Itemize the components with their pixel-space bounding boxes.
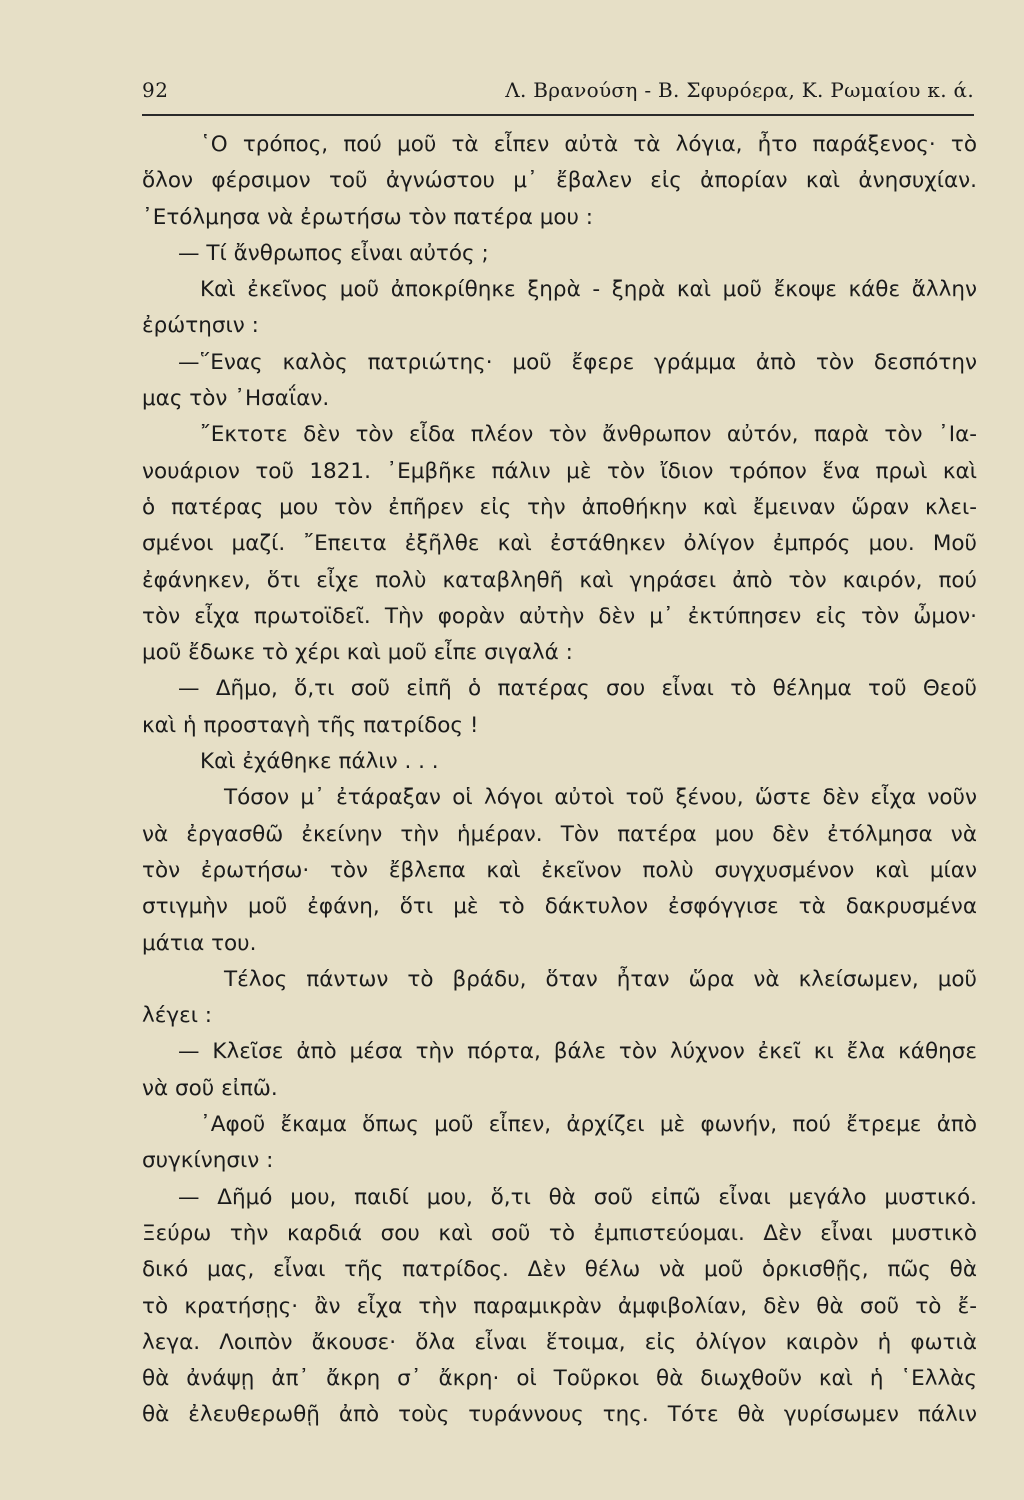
- text-line: θὰ ἐλευθερωθῇ ἀπὸ τοὺς τυράννους της. Τότε θὰ γυρίσωμεν πάλιν: [142, 1402, 977, 1428]
- text-line: τὸν εἶχα πρωτοϊδεῖ. Τὴν φορὰν αὐτὴν δὲν μ᾽ ἐκτύπησεν εἰς τὸν ὦμον·: [142, 603, 977, 629]
- text-line: ᾽Αφοῦ ἔκαμα ὅπως μοῦ εἶπεν, ἀρχίζει μὲ φωνήν, πού ἔτρεμε ἀπὸ: [200, 1112, 977, 1138]
- text-line: ῾Ο τρόπος, πού μοῦ τὰ εἶπεν αὐτὰ τὰ λόγια, ἦτο παράξενος· τὸ: [200, 132, 977, 157]
- text-line: συγκίνησιν :: [142, 1148, 274, 1174]
- text-line: νὰ σοῦ εἰπῶ.: [142, 1075, 278, 1101]
- text-line: — Τί ἄνθρωπος εἶναι αὐτός ;: [178, 240, 489, 266]
- text-line: Καὶ ἐκεῖνος μοῦ ἀποκρίθηκε ξηρὰ - ξηρὰ καὶ μοῦ ἔκοψε κάθε ἄλλην: [200, 277, 977, 303]
- text-line: λέγει :: [142, 1003, 213, 1029]
- page-number: 92: [142, 78, 169, 102]
- text-line: — Κλεῖσε ἀπὸ μέσα τὴν πόρτα, βάλε τὸν λύχνον ἐκεῖ κι ἔλα κάθησε: [178, 1039, 977, 1065]
- text-line: μας τὸν ᾽Ησαΐαν.: [142, 386, 330, 412]
- text-line: Τόσον μ᾽ ἐτάραξαν οἱ λόγοι αὐτοὶ τοῦ ξένου, ὥστε δὲν εἶχα νοῦν: [224, 785, 977, 811]
- text-line: στιγμὴν μοῦ ἐφάνη, ὅτι μὲ τὸ δάκτυλον ἐσφόγγισε τὰ δακρυσμένα: [142, 894, 977, 920]
- text-line: —῞Ενας καλὸς πατριώτης· μοῦ ἔφερε γράμμα ἀπὸ τὸν δεσπότην: [178, 349, 977, 375]
- page-header: [142, 78, 974, 108]
- text-line: ὅλον φέρσιμον τοῦ ἀγνώστου μ᾽ ἔβαλεν εἰς ἀπορίαν καὶ ἀνησυχίαν.: [142, 168, 977, 194]
- running-title: Λ. Βρανούση - Β. Σφυρόερα, Κ. Ρωμαίου κ. ά.: [505, 78, 974, 102]
- text-line: ῎Εκτοτε δὲν τὸν εἶδα πλέον τὸν ἄνθρωπον αὐτόν, παρὰ τὸν ᾽Ια-: [200, 422, 977, 448]
- header-rule: [142, 114, 974, 116]
- text-line: ἐφάνηκεν, ὅτι εἶχε πολὺ καταβληθῆ καὶ γηράσει ἀπὸ τὸν καιρόν, πού: [142, 567, 977, 593]
- text-line: νουάριον τοῦ 1821. ᾽Εμβῆκε πάλιν μὲ τὸν ἴδιον τρόπον ἕνα πρωὶ καὶ: [142, 458, 977, 484]
- text-line: Ξεύρω τὴν καρδιά σου καὶ σοῦ τὸ ἐμπιστεύομαι. Δὲν εἶναι μυστικὸ: [142, 1220, 977, 1246]
- text-line: λεγα. Λοιπὸν ἄκουσε· ὅλα εἶναι ἕτοιμα, εἰς ὀλίγον καιρὸν ἡ φωτιὰ: [142, 1329, 977, 1355]
- text-line: νὰ ἐργασθῶ ἐκείνην τὴν ἡμέραν. Τὸν πατέρα μου δὲν ἐτόλμησα νὰ: [142, 821, 977, 847]
- text-line: ᾽Ετόλμησα νὰ ἐρωτήσω τὸν πατέρα μου :: [142, 204, 594, 230]
- text-line: τὸ κρατήσῃς· ἂν εἶχα τὴν παραμικρὰν ἀμφιβολίαν, δὲν θὰ σοῦ τὸ ἔ-: [142, 1293, 977, 1319]
- text-line: ὁ πατέρας μου τὸν ἐπῆρεν εἰς τὴν ἀποθήκην καὶ ἔμειναν ὥραν κλει-: [142, 494, 977, 520]
- text-line: Καὶ ἐχάθηκε πάλιν . . .: [200, 749, 439, 775]
- text-line: τὸν ἐρωτήσω· τὸν ἔβλεπα καὶ ἐκεῖνον πολὺ συγχυσμένον καὶ μίαν: [142, 857, 977, 883]
- body-text: [142, 127, 977, 1434]
- text-line: — Δῆμο, ὅ,τι σοῦ εἰπῆ ὁ πατέρας σου εἶναι τὸ θέλημα τοῦ Θεοῦ: [178, 676, 977, 702]
- text-line: καὶ ἡ προσταγὴ τῆς πατρίδος !: [142, 712, 479, 738]
- text-line: μοῦ ἔδωκε τὸ χέρι καὶ μοῦ εἶπε σιγαλά :: [142, 640, 573, 666]
- text-line: θὰ ἀνάψῃ ἀπ᾽ ἄκρη σ᾽ ἄκρη· οἱ Τοῦρκοι θὰ διωχθοῦν καὶ ἡ ῾Ελλὰς: [142, 1366, 977, 1392]
- text-line: σμένοι μαζί. ῎Επειτα ἐξῆλθε καὶ ἐστάθηκεν ὀλίγον ἐμπρός μου. Μοῦ: [142, 531, 977, 557]
- text-line: δικό μας, εἶναι τῆς πατρίδος. Δὲν θέλω νὰ μοῦ ὁρκισθῇς, πῶς θὰ: [142, 1257, 977, 1283]
- text-line: μάτια του.: [142, 930, 257, 956]
- text-line: Τέλος πάντων τὸ βράδυ, ὅταν ἦταν ὥρα νὰ κλείσωμεν, μοῦ: [224, 966, 977, 992]
- text-line: ἐρώτησιν :: [142, 313, 259, 339]
- text-line: — Δῆμό μου, παιδί μου, ὅ,τι θὰ σοῦ εἰπῶ εἶναι μεγάλο μυστικό.: [178, 1184, 977, 1210]
